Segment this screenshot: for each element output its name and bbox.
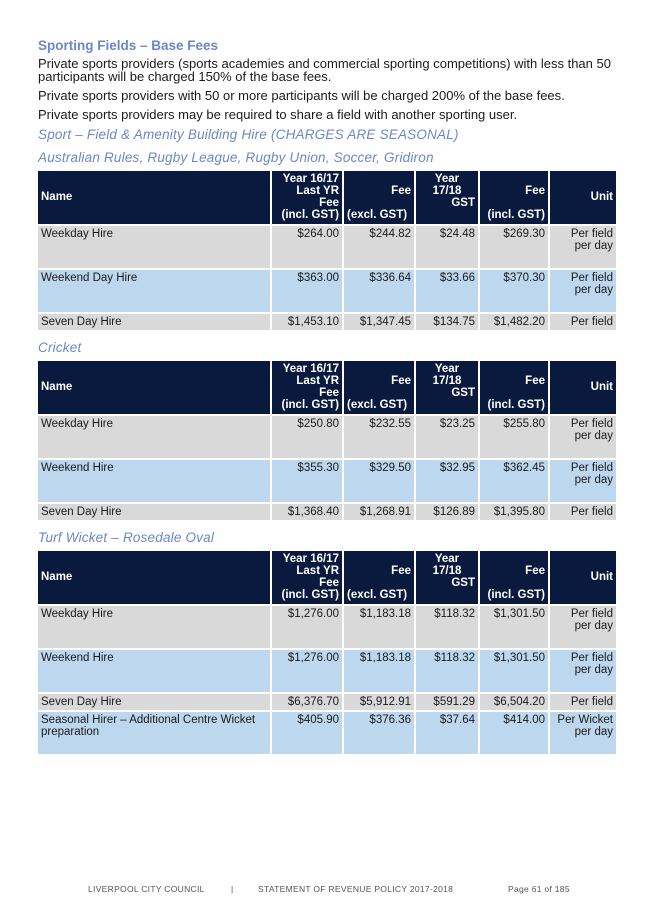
header-last-yr-fee: Last YR Fee — [296, 185, 339, 209]
table-row — [38, 606, 616, 648]
row-name: Weekend Day Hire — [38, 270, 270, 312]
header-excl-gst: (excl. GST) — [347, 399, 408, 411]
header-year-1617: Year 16/17 — [282, 553, 339, 565]
header-fee-incl — [480, 361, 548, 414]
row-name: Weekday Hire — [38, 416, 270, 458]
header-year-1718: Year 17/18 — [432, 553, 462, 577]
row-name: Weekend Hire — [38, 460, 270, 502]
footer-page-number: Page 61 of 185 — [508, 884, 570, 894]
table-row — [38, 416, 616, 458]
row-unit: Per field per day — [550, 416, 616, 458]
row-fee-incl-gst: $255.80 — [480, 416, 548, 458]
row-gst: $118.32 — [416, 606, 478, 648]
row-unit: Per Wicket per day — [550, 712, 616, 754]
header-fee: Fee — [391, 565, 411, 577]
footer-separator: | — [231, 884, 234, 894]
header-gst — [416, 361, 478, 414]
header-excl-gst: (excl. GST) — [347, 589, 408, 601]
row-last-year-fee: $1,276.00 — [272, 606, 342, 648]
row-gst: $23.25 — [416, 416, 478, 458]
row-fee-incl-gst: $6,504.20 — [480, 694, 548, 710]
row-fee-incl-gst: $1,482.20 — [480, 314, 548, 330]
header-incl-gst: (incl. GST) — [281, 589, 339, 601]
row-unit: Per field per day — [550, 226, 616, 268]
header-last-year — [272, 361, 342, 414]
header-excl-gst: (excl. GST) — [347, 209, 408, 221]
row-gst: $134.75 — [416, 314, 478, 330]
header-incl-gst2: (incl. GST) — [487, 209, 545, 221]
row-fee-excl-gst: $1,183.18 — [344, 606, 414, 648]
header-fee-incl — [480, 551, 548, 604]
section-title: Sporting Fields – Base Fees — [38, 38, 219, 53]
row-fee-excl-gst: $336.64 — [344, 270, 414, 312]
header-fee2: Fee — [525, 565, 545, 577]
header-incl-gst: (incl. GST) — [281, 399, 339, 411]
fee-table — [36, 549, 618, 756]
row-unit: Per field per day — [550, 650, 616, 692]
row-fee-incl-gst: $1,395.80 — [480, 504, 548, 520]
header-name: Name — [38, 361, 270, 414]
row-name: Weekend Hire — [38, 650, 270, 692]
row-gst: $24.48 — [416, 226, 478, 268]
table-header-row — [38, 551, 616, 604]
header-fee-excl — [344, 361, 414, 414]
row-name: Seven Day Hire — [38, 314, 270, 330]
row-fee-excl-gst: $376.36 — [344, 712, 414, 754]
footer-document: STATEMENT OF REVENUE POLICY 2017-2018 — [258, 884, 454, 894]
row-unit: Per field — [550, 504, 616, 520]
row-last-year-fee: $1,368.40 — [272, 504, 342, 520]
table-row — [38, 460, 616, 502]
row-name: Seasonal Hirer – Additional Centre Wicket preparation — [38, 712, 270, 754]
row-fee-incl-gst: $414.00 — [480, 712, 548, 754]
footer-org: LIVERPOOL CITY COUNCIL — [88, 884, 205, 894]
header-gst-label: GST — [451, 197, 475, 209]
header-fee2: Fee — [525, 375, 545, 387]
row-last-year-fee: $264.00 — [272, 226, 342, 268]
row-fee-excl-gst: $1,183.18 — [344, 650, 414, 692]
row-name: Weekday Hire — [38, 226, 270, 268]
header-unit: Unit — [550, 361, 616, 414]
header-name: Name — [38, 551, 270, 604]
table-row — [38, 712, 616, 754]
row-gst: $118.32 — [416, 650, 478, 692]
document-page — [38, 38, 616, 756]
table-title: Turf Wicket – Rosedale Oval — [38, 530, 215, 545]
table-row — [38, 650, 616, 692]
row-last-year-fee: $1,453.10 — [272, 314, 342, 330]
header-gst-label: GST — [451, 387, 475, 399]
row-unit: Per field per day — [550, 270, 616, 312]
table-header-row — [38, 361, 616, 414]
row-fee-incl-gst: $370.30 — [480, 270, 548, 312]
header-gst — [416, 171, 478, 224]
row-fee-incl-gst: $1,301.50 — [480, 650, 548, 692]
header-fee-excl — [344, 551, 414, 604]
header-fee-excl — [344, 171, 414, 224]
header-fee: Fee — [391, 185, 411, 197]
table-row — [38, 226, 616, 268]
header-year-1617: Year 16/17 — [282, 363, 339, 375]
row-name: Seven Day Hire — [38, 694, 270, 710]
paragraph-50-or-more: Private sports providers with 50 or more participants will be charged 200% of the base fees. — [38, 88, 565, 103]
row-fee-excl-gst: $244.82 — [344, 226, 414, 268]
row-unit: Per field per day — [550, 606, 616, 648]
row-fee-incl-gst: $269.30 — [480, 226, 548, 268]
row-gst: $33.66 — [416, 270, 478, 312]
header-last-yr-fee: Last YR Fee — [296, 565, 339, 589]
row-last-year-fee: $405.90 — [272, 712, 342, 754]
fee-tables — [38, 150, 616, 756]
subheading-seasonal: Sport – Field & Amenity Building Hire (CHARGES ARE SEASONAL) — [38, 127, 459, 142]
row-gst: $126.89 — [416, 504, 478, 520]
row-last-year-fee: $363.00 — [272, 270, 342, 312]
row-last-year-fee: $1,276.00 — [272, 650, 342, 692]
row-fee-incl-gst: $362.45 — [480, 460, 548, 502]
row-last-year-fee: $6,376.70 — [272, 694, 342, 710]
row-fee-excl-gst: $232.55 — [344, 416, 414, 458]
paragraph-share-field: Private sports providers may be required to share a field with another sporting user. — [38, 107, 518, 122]
header-last-yr-fee: Last YR Fee — [296, 375, 339, 399]
table-header-row — [38, 171, 616, 224]
table-row — [38, 504, 616, 520]
header-fee2: Fee — [525, 185, 545, 197]
table-title: Australian Rules, Rugby League, Rugby Union, Soccer, Gridiron — [38, 150, 434, 165]
row-gst: $591.29 — [416, 694, 478, 710]
header-fee-incl — [480, 171, 548, 224]
table-row — [38, 694, 616, 710]
header-last-year — [272, 551, 342, 604]
header-unit: Unit — [550, 171, 616, 224]
header-incl-gst2: (incl. GST) — [487, 399, 545, 411]
table-title: Cricket — [38, 340, 82, 355]
fee-table — [36, 169, 618, 332]
header-gst — [416, 551, 478, 604]
row-fee-excl-gst: $1,268.91 — [344, 504, 414, 520]
table-row — [38, 314, 616, 330]
row-unit: Per field per day — [550, 460, 616, 502]
row-fee-excl-gst: $5,912.91 — [344, 694, 414, 710]
header-year-1617: Year 16/17 — [282, 173, 339, 185]
row-unit: Per field — [550, 314, 616, 330]
header-gst-label: GST — [451, 577, 475, 589]
table-row — [38, 270, 616, 312]
row-gst: $37.64 — [416, 712, 478, 754]
row-last-year-fee: $355.30 — [272, 460, 342, 502]
row-fee-incl-gst: $1,301.50 — [480, 606, 548, 648]
row-name: Seven Day Hire — [38, 504, 270, 520]
fee-table — [36, 359, 618, 522]
header-name: Name — [38, 171, 270, 224]
row-fee-excl-gst: $1,347.45 — [344, 314, 414, 330]
header-incl-gst: (incl. GST) — [281, 209, 339, 221]
row-unit: Per field — [550, 694, 616, 710]
header-unit: Unit — [550, 551, 616, 604]
header-incl-gst2: (incl. GST) — [487, 589, 545, 601]
header-last-year — [272, 171, 342, 224]
header-fee: Fee — [391, 375, 411, 387]
header-year-1718: Year 17/18 — [432, 173, 462, 197]
header-year-1718: Year 17/18 — [432, 363, 462, 387]
row-name: Weekday Hire — [38, 606, 270, 648]
paragraph-under-50: Private sports providers (sports academies and commercial sporting competitions) with less than 50 participants will be charged 150% of the base fees. — [38, 56, 611, 84]
row-gst: $32.95 — [416, 460, 478, 502]
row-last-year-fee: $250.80 — [272, 416, 342, 458]
row-fee-excl-gst: $329.50 — [344, 460, 414, 502]
